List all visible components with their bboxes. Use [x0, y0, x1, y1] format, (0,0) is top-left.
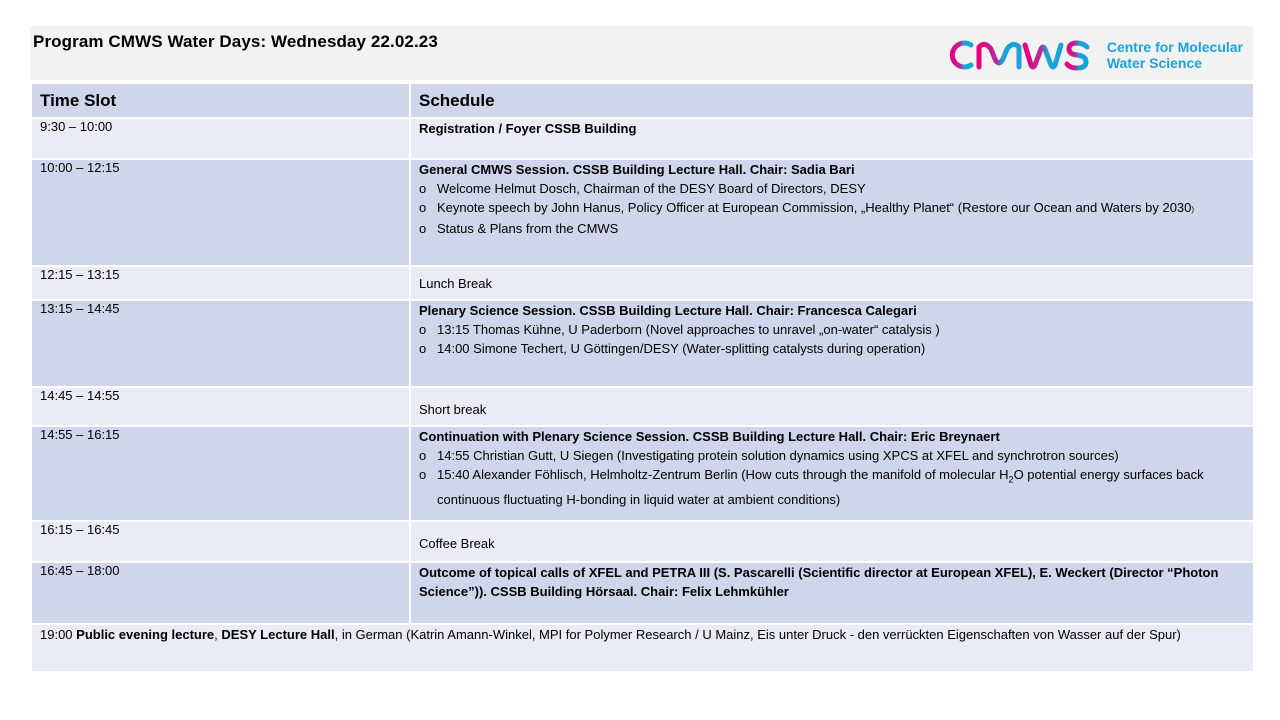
bullet-icon: o — [419, 322, 427, 337]
table-row — [31, 266, 1254, 300]
bullet-icon: o — [419, 200, 427, 215]
session-text: Lunch Break — [410, 266, 1254, 300]
session-title: Outcome of topical calls of XFEL and PETRA III (S. Pascarelli (Scientific director at European XFEL), E. Weckert (Director “Photon Science”)). CSSB Building Hörsaal. Chair: Felix Lehmkühler — [410, 562, 1254, 624]
session-title: General CMWS Session. CSSB Building Lecture Hall. Chair: Sadia Bari — [419, 162, 855, 177]
table-row — [31, 426, 1254, 521]
bullet-icon: o — [419, 448, 427, 463]
time-slot: 12:15 – 13:15 — [31, 266, 410, 300]
session-title: Plenary Science Session. CSSB Building Lecture Hall. Chair: Francesca Calegari — [419, 303, 917, 318]
session-cell — [410, 300, 1254, 387]
column-header-time-slot: Time Slot — [31, 83, 410, 118]
table-row — [31, 562, 1254, 624]
bullet-icon: o — [419, 341, 427, 356]
table-row — [31, 159, 1254, 266]
list-item: o 14:00 Simone Techert, U Göttingen/DESY (Water-splitting catalysts during operation) — [419, 341, 926, 356]
list-item: o Keynote speech by John Hanus, Policy Officer at European Commission, „Healthy Planet“ (Restore our Ocean and Waters by 2030) — [419, 200, 1195, 215]
table-row — [31, 300, 1254, 387]
table-row — [31, 118, 1254, 159]
table-row — [31, 387, 1254, 426]
bullet-icon: o — [419, 221, 427, 236]
table-row — [31, 521, 1254, 562]
time-slot: 14:45 – 14:55 — [31, 387, 410, 426]
table-row-evening — [31, 624, 1254, 672]
session-text: Coffee Break — [410, 521, 1254, 562]
logo-text-line1: Centre for Molecular — [1106, 39, 1243, 55]
page-title: Program CMWS Water Days: Wednesday 22.02.23 — [33, 32, 438, 51]
list-item: o Status & Plans from the CMWS — [419, 221, 619, 236]
list-item: o 15:40 Alexander Föhlisch, Helmholtz-Zentrum Berlin (How cuts through the manifold of molecular $H_2O$ potential energy surfaces back continuous fluctuating H-bonding in liquid water at ambient conditions) — [419, 467, 1204, 507]
list-item: o 13:15 Thomas Kühne, U Paderborn (Novel approaches to unravel „on-water“ catalysis ) — [419, 322, 940, 337]
session-text: Short break — [410, 387, 1254, 426]
logo-text-line2: Water Science — [1106, 55, 1203, 71]
time-slot: 10:00 – 12:15 — [31, 159, 410, 266]
list-item: o 14:55 Christian Gutt, U Siegen (Investigating protein solution dynamics using XPCS at XFEL and synchrotron sources) — [419, 448, 1119, 463]
time-slot: 14:55 – 16:15 — [31, 426, 410, 521]
time-slot: 16:45 – 18:00 — [31, 562, 410, 624]
evening-lecture: 19:00 Public evening lecture, DESY Lecture Hall, in German (Katrin Amann-Winkel, MPI for Polymer Research / U Mainz, Eis unter Druck - den verrückten Eigenschaften von Wasser auf der Spur) — [31, 624, 1254, 672]
page-header — [30, 26, 1253, 80]
bullet-icon: o — [419, 181, 427, 196]
session-items — [419, 446, 1245, 509]
time-slot: 9:30 – 10:00 — [31, 118, 410, 159]
time-slot: 13:15 – 14:45 — [31, 300, 410, 387]
session-title: Continuation with Plenary Science Session. CSSB Building Lecture Hall. Chair: Eric Breynaert — [419, 429, 1000, 444]
session-title: Registration / Foyer CSSB Building — [410, 118, 1254, 159]
session-items — [419, 179, 1245, 238]
schedule-table — [30, 82, 1255, 673]
logo-text — [1107, 39, 1243, 71]
session-cell — [410, 426, 1254, 521]
bullet-icon: o — [419, 467, 427, 482]
session-items — [419, 320, 1245, 358]
session-cell — [410, 159, 1254, 266]
cmws-logo — [949, 37, 1243, 73]
list-item: o Welcome Helmut Dosch, Chairman of the DESY Board of Directors, DESY — [419, 181, 866, 196]
column-header-schedule: Schedule — [410, 83, 1254, 118]
cmws-logo-mark — [949, 37, 1095, 73]
time-slot: 16:15 – 16:45 — [31, 521, 410, 562]
